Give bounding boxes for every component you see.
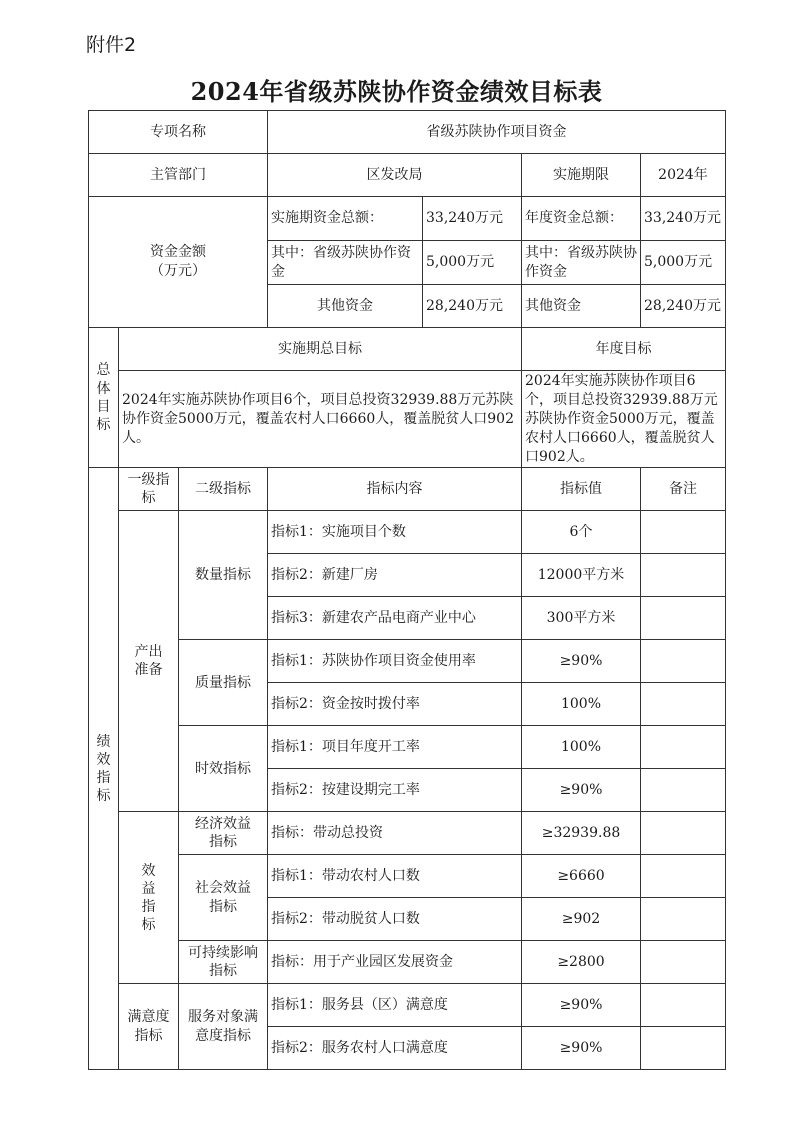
year-other-label: 其他资金 [522,285,641,328]
indicator-value: ≥32939.88 [522,812,641,855]
indicator-content: 指标2：按建设期完工率 [268,769,522,812]
header-remark: 备注 [641,468,726,511]
indicator-content: 指标：带动总投资 [268,812,522,855]
indicator-content: 指标：用于产业园区发展资金 [268,941,522,984]
impl-total-value: 33,240万元 [423,197,522,241]
indicators-label-text: 绩效指标 [96,733,111,805]
header-level1: 一级指标 [119,468,179,511]
indicator-remark [641,726,726,769]
satisfaction-category [119,984,179,1070]
period-label: 实施期限 [522,154,641,197]
indicator-value: ≥6660 [522,855,641,898]
period-value: 2024年 [641,154,726,197]
indicator-remark [641,511,726,554]
year-goal-text: 2024年实施苏陕协作项目6个，项目总投资32939.88万元苏陕协作资金5000万元，覆盖农村人口6660人，覆盖脱贫人口902人。 [522,371,726,468]
department-value: 区发改局 [268,154,522,197]
indicator-value: 300平方米 [522,597,641,640]
indicator-content: 指标2：资金按时拨付率 [268,683,522,726]
social-category [179,855,268,941]
impl-total-label: 实施期资金总额： [268,197,423,241]
quality-category: 质量指标 [179,640,268,726]
indicator-value: ≥90% [522,1027,641,1070]
attachment-label: 附件2 [86,34,137,56]
impl-other-value: 28,240万元 [423,285,522,328]
header-level2: 二级指标 [179,468,268,511]
economic-category [179,812,268,855]
indicator-content: 指标1：苏陕协作项目资金使用率 [268,640,522,683]
indicator-content: 指标3：新建农产品电商产业中心 [268,597,522,640]
year-goal-header: 年度目标 [522,328,726,371]
indicator-remark [641,941,726,984]
indicator-remark [641,812,726,855]
project-name-label: 专项名称 [89,111,268,154]
indicator-remark [641,769,726,812]
department-label: 主管部门 [89,154,268,197]
indicator-remark [641,683,726,726]
indicator-value: 12000平方米 [522,554,641,597]
year-total-value: 33,240万元 [641,197,726,241]
year-other-value: 28,240万元 [641,285,726,328]
benefit-category [119,812,179,984]
indicator-content: 指标2：服务农村人口满意度 [268,1027,522,1070]
output-category [119,511,179,812]
indicator-value: 6个 [522,511,641,554]
indicator-value: 100% [522,683,641,726]
indicator-remark [641,984,726,1027]
indicator-remark [641,554,726,597]
indicator-remark [641,1027,726,1070]
timeliness-category: 时效指标 [179,726,268,812]
project-name-value: 省级苏陕协作项目资金 [268,111,726,154]
indicator-value: 100% [522,726,641,769]
indicator-value: ≥90% [522,769,641,812]
satisfaction-category-label: 满意度指标 [127,1009,170,1044]
indicator-content: 指标1：实施项目个数 [268,511,522,554]
service-category [179,984,268,1070]
social-category-label: 社会效益指标 [194,880,251,915]
year-prov-label: 其中：省级苏陕协作资金 [522,241,641,285]
page-title: 2024年省级苏陕协作资金绩效目标表 [190,77,603,106]
output-category-label: 产出准备 [134,643,163,679]
indicator-value: ≥2800 [522,941,641,984]
economic-category-label: 经济效益指标 [194,815,251,851]
funds-label-line2: （万元） [150,263,206,279]
indicator-remark [641,597,726,640]
indicator-remark [641,855,726,898]
indicator-content: 指标1：带动农村人口数 [268,855,522,898]
indicator-content: 指标2：带动脱贫人口数 [268,898,522,941]
year-prov-value: 5,000万元 [641,241,726,285]
impl-other-label: 其他资金 [268,285,423,328]
quantity-category: 数量指标 [179,511,268,640]
indicator-value: ≥902 [522,898,641,941]
funds-label [89,197,268,328]
indicator-remark [641,640,726,683]
funds-label-line1: 资金金额 [150,244,206,261]
indicator-content: 指标1：项目年度开工率 [268,726,522,769]
indicators-label [89,468,119,1070]
impl-goal-text: 2024年实施苏陕协作项目6个，项目总投资32939.88万元苏陕协作资金5000万元，覆盖农村人口6660人，覆盖脱贫人口902人。 [119,371,522,468]
impl-prov-value: 5,000万元 [423,241,522,285]
service-category-label: 服务对象满意度指标 [187,1009,258,1044]
performance-target-table [88,110,726,1070]
impl-goal-header: 实施期总目标 [119,328,522,371]
indicator-remark [641,898,726,941]
year-total-label: 年度资金总额： [522,197,641,241]
impl-prov-label: 其中：省级苏陕协作资金 [268,241,423,285]
benefit-category-label: 效益指标 [141,862,156,934]
overall-goals-label-text: 总体目标 [96,362,111,433]
header-value: 指标值 [522,468,641,511]
header-content: 指标内容 [268,468,522,511]
overall-goals-label [89,328,119,468]
indicator-value: ≥90% [522,640,641,683]
sustain-category-label: 可持续影响指标 [187,944,258,980]
indicator-content: 指标1：服务县（区）满意度 [268,984,522,1027]
indicator-content: 指标2：新建厂房 [268,554,522,597]
sustain-category [179,941,268,984]
indicator-value: ≥90% [522,984,641,1027]
